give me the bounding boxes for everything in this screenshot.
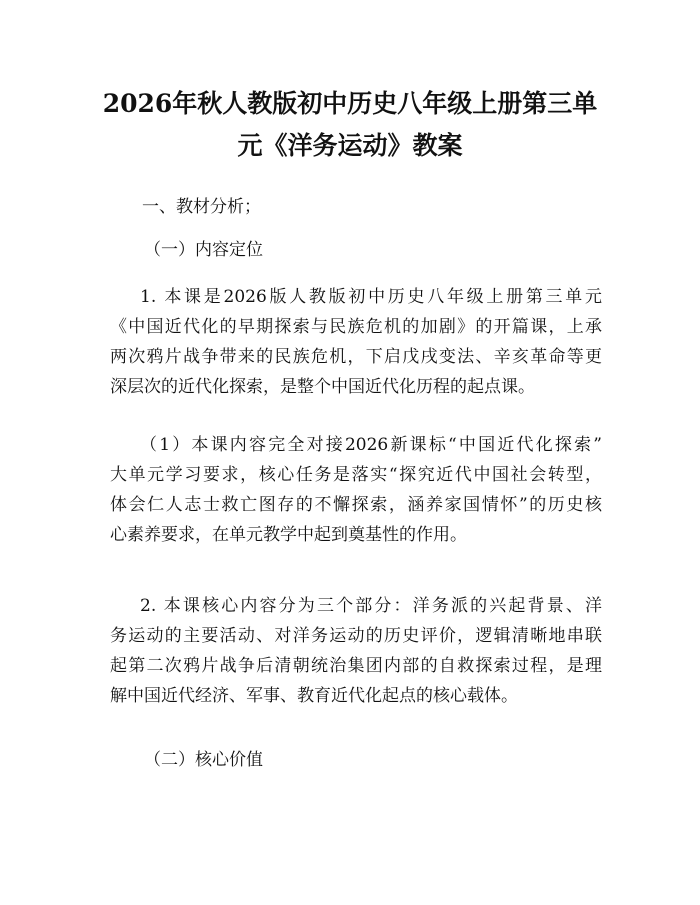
paragraph-1-line: 《中国近代化的早期探索与民族危机的加剧》的开篇课，上承 [110, 317, 602, 337]
document-title-line-1: 2026年秋人教版初中历史八年级上册第三单 [102, 89, 598, 118]
paragraph-3-line: 解中国近代经济、军事、教育近代化起点的核心载体。 [110, 686, 518, 706]
paragraph-1-line: 深层次的近代化探索，是整个中国近代化历程的起点课。 [110, 377, 535, 397]
section-heading-textbook-analysis: 一、教材分析； [142, 197, 261, 217]
paragraph-1-line: 1. 本课是2026版人教版初中历史八年级上册第三单元 [140, 287, 602, 307]
paragraph-2 [110, 430, 602, 550]
paragraph-2-line: 心素养要求，在单元教学中起到奠基性的作用。 [110, 525, 467, 545]
paragraph-3 [110, 591, 602, 711]
document-title-line-2: 元《洋务运动》教案 [237, 131, 463, 160]
paragraph-2-line: 体会仁人志士救亡图存的不懈探索，涵养家国情怀”的历史核 [110, 495, 602, 515]
paragraph-3-line: 起第二次鸦片战争后清朝统治集团内部的自救探索过程，是理 [110, 656, 602, 676]
paragraph-1 [110, 282, 602, 402]
paragraph-3-line: 2. 本课核心内容分为三个部分：洋务派的兴起背景、洋 [140, 596, 602, 616]
paragraph-2-line: （1）本课内容完全对接2026新课标“中国近代化探索” [140, 435, 602, 455]
subsection-heading-content-positioning: （一）内容定位 [144, 240, 263, 260]
paragraph-2-line: 大单元学习要求，核心任务是落实“探究近代中国社会转型， [110, 465, 602, 485]
subsection-heading-core-value: （二）核心价值 [144, 750, 263, 770]
paragraph-1-line: 两次鸦片战争带来的民族危机，下启戊戌变法、辛亥革命等更 [110, 347, 602, 367]
paragraph-3-line: 务运动的主要活动、对洋务运动的历史评价，逻辑清晰地串联 [110, 626, 602, 646]
